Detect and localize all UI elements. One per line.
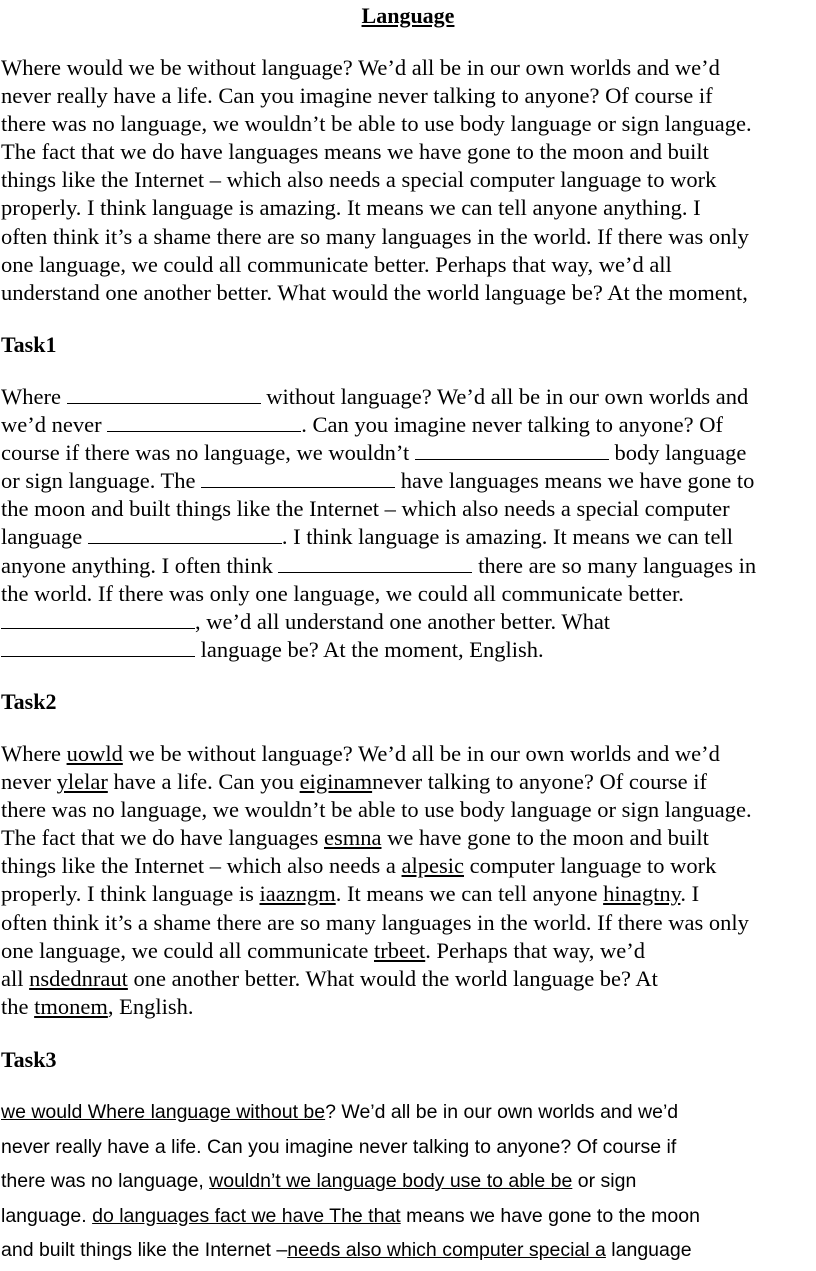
intro-line: there was no language, we wouldn’t be able to use body language or sign language.	[1, 111, 752, 137]
task3-line: never really have a life. Can you imagine never talking to anyone? Of course if	[1, 1135, 677, 1158]
text: have a life. Can you	[107, 769, 300, 795]
text: or sign language. The	[1, 468, 202, 494]
intro-line: never really have a life. Can you imagine never talking to anyone? Of course if	[1, 83, 713, 109]
text: all	[1, 965, 30, 991]
fill-blank[interactable]	[201, 469, 395, 488]
text: language.	[1, 1204, 93, 1227]
fill-blank[interactable]	[1, 610, 195, 629]
text: or sign	[572, 1170, 637, 1193]
intro-line: The fact that we do have languages means we have gone to the moon and built	[1, 139, 709, 165]
task2-line	[1, 937, 813, 965]
task2-line: there was no language, we wouldn’t be able to use body language or sign language.	[1, 797, 752, 823]
text: properly. I think language is	[1, 881, 260, 907]
task1-line	[1, 608, 813, 636]
task1-line	[1, 411, 813, 439]
scrambled-word: alpesic	[401, 853, 464, 879]
task2-line	[1, 880, 813, 908]
scrambled-word: uowld	[66, 741, 123, 766]
task1-line	[1, 636, 813, 664]
text: have languages means we have gone to	[395, 468, 755, 494]
task3-paragraph	[1, 1095, 813, 1268]
intro-line: Where would we be without language? We’d all be in our own worlds and we’d	[1, 55, 720, 80]
task2-line	[1, 824, 813, 852]
scrambled-word: eiginam	[299, 769, 373, 795]
task2-heading: Task2	[1, 689, 57, 714]
text: never	[1, 769, 57, 795]
text: . I think language is amazing. It means we can tell	[281, 524, 733, 550]
text: we be without language? We’d all be in our own worlds and we’d	[122, 741, 720, 766]
text: , we’d all understand one another better. What	[195, 608, 611, 634]
text: means we have gone to the moon	[400, 1204, 700, 1227]
text: language	[605, 1239, 692, 1262]
text: language be? At the moment, English.	[195, 636, 544, 662]
fill-blank[interactable]	[278, 554, 472, 573]
scrambled-word: esmna	[324, 825, 382, 851]
task2-line	[1, 740, 813, 768]
task1-line	[1, 552, 813, 580]
text: there are so many languages in	[472, 552, 757, 578]
task1-line: the moon and built things like the Internet – which also needs a special computer	[1, 496, 730, 522]
text: things like the Internet – which also needs a	[1, 853, 402, 879]
task3-line	[1, 1199, 813, 1234]
scrambled-word: nsdednraut	[29, 965, 128, 991]
task2-line: often think it’s a shame there are so many languages in the world. If there was only	[1, 909, 749, 935]
task1-line	[1, 439, 813, 467]
task1-paragraph	[1, 383, 813, 664]
intro-line: understand one another better. What would the world language be? At the moment,	[1, 279, 748, 305]
text: . Can you imagine never talking to anyone? Of	[301, 412, 723, 438]
fill-blank[interactable]	[415, 441, 609, 460]
scrambled-phrase: wouldn’t we language body use to able be	[209, 1170, 573, 1193]
task1-line	[1, 383, 813, 411]
task2-line	[1, 993, 813, 1021]
scrambled-word: iaazngm	[259, 881, 336, 907]
text: The fact that we do have languages	[1, 825, 324, 851]
scrambled-word: trbeet	[374, 937, 426, 963]
text: there was no language,	[1, 1170, 210, 1193]
text: . I	[680, 881, 700, 907]
task1-line	[1, 523, 813, 551]
text: course if there was no language, we wouldn’t	[1, 440, 415, 466]
scrambled-word: ylelar	[56, 769, 108, 795]
text: Where	[1, 384, 67, 409]
text: one language, we could all communicate	[1, 937, 374, 963]
scrambled-word: tmonem	[34, 993, 108, 1019]
text: and built things like the Internet –	[1, 1239, 288, 1262]
text: Where	[1, 741, 67, 766]
fill-blank[interactable]	[67, 385, 261, 404]
intro-line: things like the Internet – which also needs a special computer language to work	[1, 167, 717, 193]
task3-line	[1, 1095, 813, 1130]
text: body language	[608, 440, 747, 466]
task2-line	[1, 768, 813, 796]
task2-line	[1, 852, 813, 880]
text: language	[1, 524, 88, 550]
task2-paragraph	[1, 740, 813, 1021]
task3-line	[1, 1164, 813, 1199]
text: . Perhaps that way, we’d	[425, 937, 645, 963]
text: one another better. What would the world language be? At	[127, 965, 658, 991]
text: anyone anything. I often think	[1, 552, 279, 578]
scrambled-phrase: needs also which computer special a	[287, 1239, 606, 1262]
text: ? We’d all be in our own worlds and we’d	[325, 1101, 679, 1123]
task1-line: the world. If there was only one language, we could all communicate better.	[1, 580, 684, 606]
scrambled-phrase: do languages fact we have The that	[92, 1204, 401, 1227]
document-title: Language	[361, 3, 455, 28]
intro-line: properly. I think language is amazing. It means we can tell anyone anything. I	[1, 195, 701, 221]
text: the	[1, 993, 35, 1019]
text: . It means we can tell anyone	[335, 881, 604, 907]
text: never talking to anyone? Of course if	[372, 769, 707, 795]
task1-line	[1, 467, 813, 495]
text: we have gone to the moon and built	[381, 825, 709, 851]
scrambled-phrase: we would Where language without be	[1, 1101, 326, 1123]
task3-line	[1, 1233, 813, 1268]
task1-heading: Task1	[1, 332, 57, 357]
text: without language? We’d all be in our own worlds and	[260, 384, 749, 409]
scrambled-word: hinagtny	[603, 881, 681, 907]
task2-line	[1, 965, 813, 993]
intro-line: often think it’s a shame there are so many languages in the world. If there was only	[1, 223, 749, 249]
intro-paragraph	[1, 54, 813, 307]
fill-blank[interactable]	[1, 638, 195, 657]
fill-blank[interactable]	[107, 413, 301, 432]
fill-blank[interactable]	[88, 525, 282, 544]
text: , English.	[107, 993, 194, 1019]
intro-line: one language, we could all communicate better. Perhaps that way, we’d all	[1, 251, 672, 277]
text: we’d never	[1, 412, 108, 438]
task3-heading: Task3	[1, 1047, 57, 1072]
text: computer language to work	[464, 853, 717, 879]
